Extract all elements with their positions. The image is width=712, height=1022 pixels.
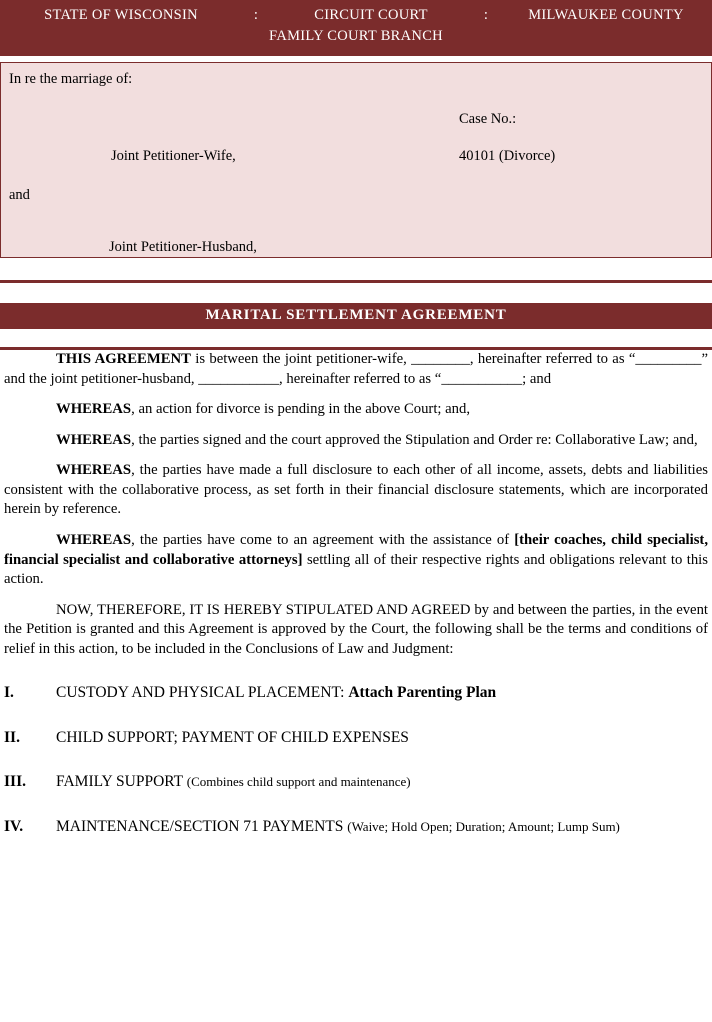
caption-bottom-rule xyxy=(0,280,712,283)
whereas-4-lead: WHEREAS xyxy=(56,531,132,548)
whereas-1-rest: , an action for divorce is pending in the above Court; and, xyxy=(131,401,471,418)
document-body xyxy=(0,350,712,838)
section-text-i xyxy=(56,683,708,704)
section-text-iv xyxy=(56,817,708,838)
section-suffix-i: Attach Parenting Plan xyxy=(348,684,497,702)
section-text-ii xyxy=(56,728,708,749)
court-label: CIRCUIT COURT xyxy=(314,7,428,23)
caption-petitioner-wife: Joint Petitioner-Wife, xyxy=(111,148,236,165)
section-number-i: I. xyxy=(4,684,14,702)
county-label: MILWAUKEE COUNTY xyxy=(528,7,684,23)
whereas-4-mid: , the parties have come to an agreement with the assistance of xyxy=(131,531,515,548)
paragraph-whereas-3 xyxy=(4,461,708,520)
caption-petitioner-husband: Joint Petitioner-Husband, xyxy=(109,239,257,256)
section-item-iii xyxy=(4,772,708,793)
paragraph-whereas-4 xyxy=(4,531,708,590)
section-item-ii xyxy=(4,728,708,749)
whereas-3-rest: , the parties have made a full disclosure to each other of all income, assets, debts and liabilities consistent with the collaborative process, as set forth in their financial disclosure statements, which are incorporated herein by reference. xyxy=(4,462,708,518)
section-note-iv: (Waive; Hold Open; Duration; Amount; Lump Sum) xyxy=(347,819,620,835)
header-colon-2: : xyxy=(483,7,489,23)
section-note-iii: (Combines child support and maintenance) xyxy=(186,774,411,790)
section-item-i xyxy=(4,683,708,704)
whereas-4-rest: settling all of their respective rights and obligations relevant to this action. xyxy=(4,551,708,588)
court-header-row xyxy=(0,6,712,26)
section-text-iii xyxy=(56,772,708,793)
header-colon-1: : xyxy=(253,7,259,23)
agreement-lead: THIS AGREEMENT xyxy=(56,351,191,368)
paragraph-agreement xyxy=(4,350,708,389)
document-title: MARITAL SETTLEMENT AGREEMENT xyxy=(0,303,712,329)
caption-case-number: 40101 (Divorce) xyxy=(459,148,556,165)
court-header-band xyxy=(0,0,712,54)
section-title-iii: FAMILY SUPPORT xyxy=(56,773,183,791)
section-number-iii: III. xyxy=(4,773,26,791)
state-label: STATE OF WISCONSIN xyxy=(44,7,198,23)
section-title-ii: CHILD SUPPORT; PAYMENT OF CHILD EXPENSES xyxy=(56,728,409,746)
agreement-rest: is between the joint petitioner-wife, ________, hereinafter referred to as “_________” and the joint petitioner-husband, ___________, hereinafter referred to as “___________; and xyxy=(4,351,709,387)
section-number-iv: IV. xyxy=(4,818,24,836)
caption-in-re: In re the marriage of: xyxy=(9,71,133,88)
section-title-iv: MAINTENANCE/SECTION 71 PAYMENTS xyxy=(56,818,344,836)
section-number-ii: II. xyxy=(4,728,20,746)
whereas-4-bracket: [their coaches, child specialist, financial specialist and collaborative attorneys] xyxy=(4,531,708,568)
case-caption-box xyxy=(0,62,712,258)
paragraph-whereas-2 xyxy=(4,431,708,451)
section-item-iv xyxy=(4,817,708,838)
caption-case-no-label: Case No.: xyxy=(459,111,517,128)
paragraph-now-therefore: NOW, THEREFORE, IT IS HEREBY STIPULATED AND AGREED by and between the parties, in the event the Petition is granted and this Agreement is approved by the Court, the following shall be the terms and conditions of relief in this action, to be included in the Conclusions of Law and Judgment: xyxy=(4,601,708,657)
paragraph-whereas-1 xyxy=(4,400,708,420)
branch-label: FAMILY COURT BRANCH xyxy=(269,27,443,44)
whereas-2-lead: WHEREAS xyxy=(56,431,132,448)
caption-and: and xyxy=(9,187,30,204)
whereas-2-rest: , the parties signed and the court approved the Stipulation and Order re: Collaborative Law; and, xyxy=(131,431,698,448)
whereas-3-lead: WHEREAS xyxy=(56,462,132,479)
section-title-i: CUSTODY AND PHYSICAL PLACEMENT: xyxy=(56,684,345,702)
whereas-1-lead: WHEREAS xyxy=(56,401,132,418)
